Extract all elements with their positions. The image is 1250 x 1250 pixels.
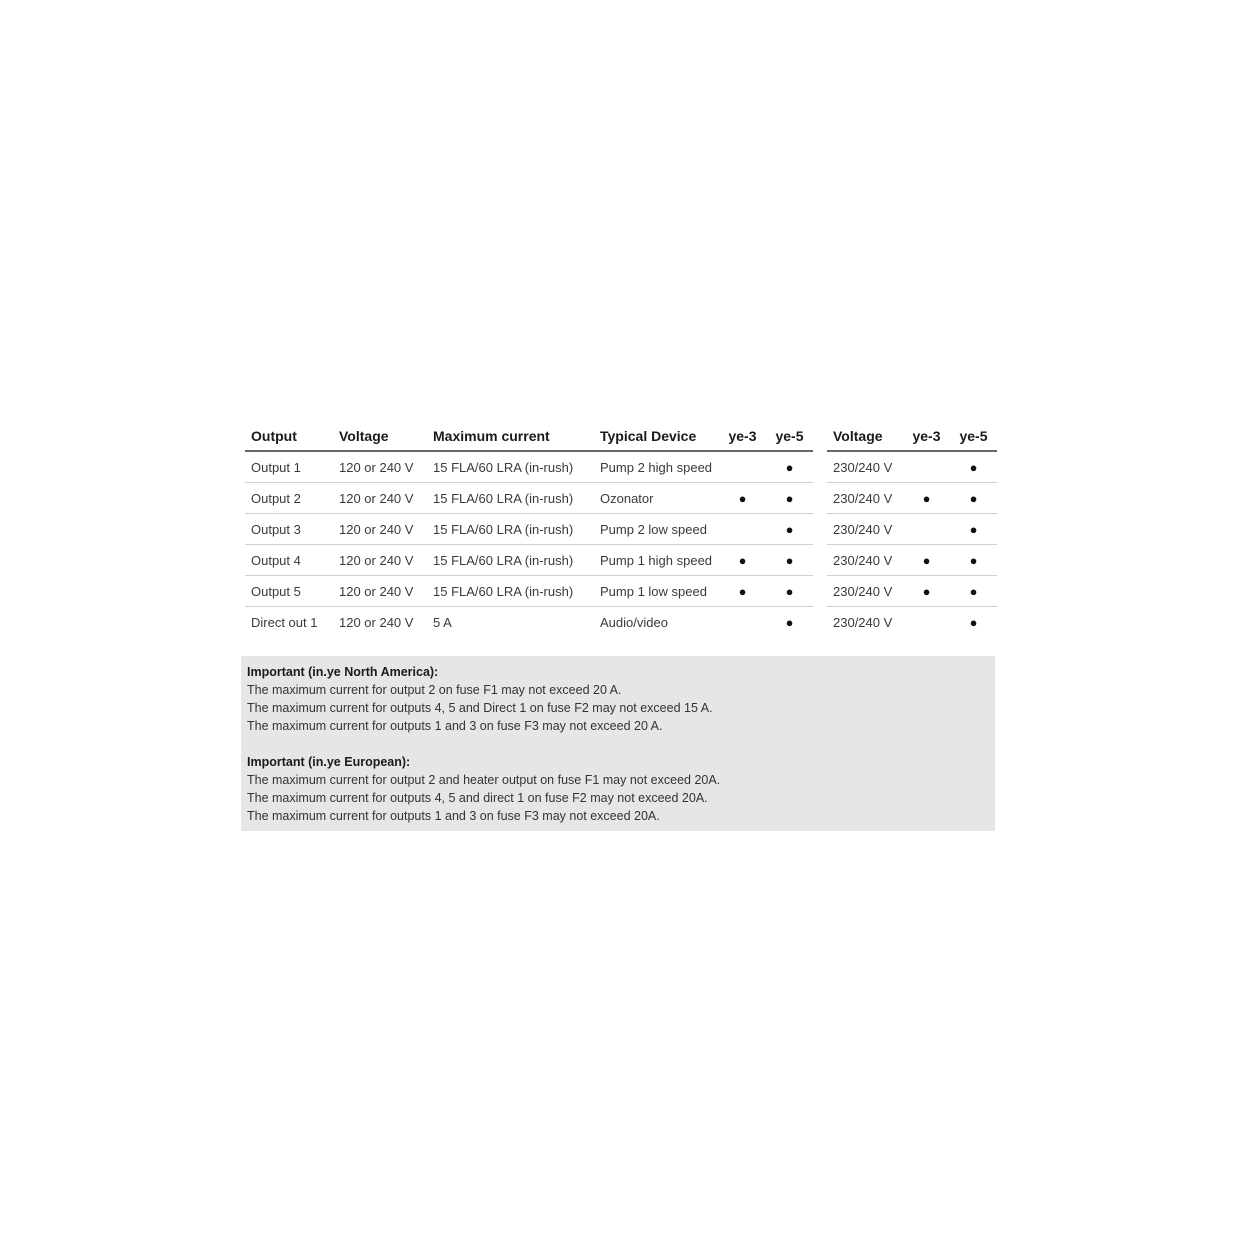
cell-voltage: 120 or 240 V: [333, 483, 427, 514]
cell-ye5: ●: [950, 576, 997, 607]
cell-output: Output 1: [245, 451, 333, 483]
table-row: [827, 483, 997, 514]
cell-ye3: [719, 514, 766, 545]
table-header-row: [245, 422, 813, 451]
cell-ye3: ●: [719, 545, 766, 576]
cell-output: Direct out 1: [251, 614, 318, 630]
european-note: [247, 753, 989, 825]
table-row: [827, 514, 997, 545]
cell-ye5: ●: [766, 483, 813, 514]
cell-current: 15 FLA/60 LRA (in-rush): [427, 514, 594, 545]
cell-voltage: 230/240 V: [827, 514, 903, 545]
header-ye5: ye-5: [766, 422, 813, 451]
note-line: The maximum current for outputs 4, 5 and direct 1 on fuse F2 may not exceed 20A.: [247, 791, 708, 805]
cell-current: 15 FLA/60 LRA (in-rush): [427, 545, 594, 576]
cell-output: Output 3: [245, 514, 333, 545]
cell-device: Ozonator: [594, 483, 719, 514]
cell-ye3: [903, 514, 950, 545]
header-ye3: ye-3: [719, 422, 766, 451]
header-ye3: ye-3: [903, 422, 950, 451]
cell-ye3: [719, 451, 766, 483]
note-line: The maximum current for outputs 4, 5 and Direct 1 on fuse F2 may not exceed 15 A.: [247, 701, 713, 715]
cell-voltage: 120 or 240 V: [333, 451, 427, 483]
table-row: [245, 483, 813, 514]
note-line: The maximum current for output 2 and heater output on fuse F1 may not exceed 20A.: [247, 773, 721, 787]
cell-ye3: ●: [903, 483, 950, 514]
cell-device: Pump 1 high speed: [594, 545, 719, 576]
cell-current: 15 FLA/60 LRA (in-rush): [427, 483, 594, 514]
header-voltage: Voltage: [827, 422, 903, 451]
cell-ye5: ●: [766, 514, 813, 545]
cell-ye3: ●: [903, 545, 950, 576]
cell-device: Audio/video: [600, 614, 668, 630]
cell-voltage: 120 or 240 V: [333, 514, 427, 545]
cell-device: Pump 1 low speed: [594, 576, 719, 607]
cell-ye3: [903, 451, 950, 483]
cell-current: 15 FLA/60 LRA (in-rush): [427, 451, 594, 483]
header-output: Output: [245, 422, 333, 451]
cell-ye5: ●: [950, 451, 997, 483]
table-row: [245, 576, 813, 607]
cell-device: Pump 2 high speed: [594, 451, 719, 483]
table-header-row: [827, 422, 997, 451]
cell-voltage: 230/240 V: [827, 545, 903, 576]
cell-ye3: [719, 607, 766, 638]
header-maximum-current: Maximum current: [427, 422, 594, 451]
cell-ye3: ●: [719, 576, 766, 607]
cell-ye5: ●: [950, 483, 997, 514]
cell-ye5: ●: [766, 545, 813, 576]
table-row: [245, 451, 813, 483]
table-row: [827, 607, 997, 638]
european-output-table: [827, 422, 997, 637]
cell-voltage: 230/240 V: [827, 483, 903, 514]
note-line: The maximum current for outputs 1 and 3 on fuse F3 may not exceed 20 A.: [247, 719, 663, 733]
north-america-note: [247, 663, 989, 735]
cell-ye5: ●: [785, 614, 794, 630]
note-line: The maximum current for output 2 on fuse F1 may not exceed 20 A.: [247, 683, 622, 697]
header-voltage: Voltage: [333, 422, 427, 451]
cell-voltage: 120 or 240 V: [333, 576, 427, 607]
cell-voltage: 120 or 240 V: [333, 545, 427, 576]
note-title: Important (in.ye European):: [247, 755, 411, 769]
header-typical-device: Typical Device: [594, 422, 719, 451]
note-title: Important (in.ye North America):: [247, 665, 439, 679]
cell-ye5: ●: [766, 451, 813, 483]
north-america-output-table: [245, 422, 813, 637]
cell-output: Output 5: [245, 576, 333, 607]
cell-voltage: 230/240 V: [833, 614, 893, 630]
table-row: [827, 545, 997, 576]
cell-voltage: 120 or 240 V: [339, 614, 414, 630]
cell-current: 15 FLA/60 LRA (in-rush): [427, 576, 594, 607]
note-line: The maximum current for outputs 1 and 3 on fuse F3 may not exceed 20A.: [247, 809, 660, 823]
table-row: [245, 514, 813, 545]
cell-ye3: ●: [903, 576, 950, 607]
table-row: [827, 576, 997, 607]
cell-ye5: ●: [766, 576, 813, 607]
cell-ye5: ●: [950, 514, 997, 545]
cell-ye5: ●: [950, 545, 997, 576]
cell-voltage: 230/240 V: [827, 451, 903, 483]
cell-current: 5 A: [433, 614, 452, 630]
cell-device: Pump 2 low speed: [594, 514, 719, 545]
cell-output: Output 2: [245, 483, 333, 514]
table-row: [827, 451, 997, 483]
cell-voltage: 230/240 V: [827, 576, 903, 607]
cell-ye5: ●: [969, 614, 978, 630]
cell-output: Output 4: [245, 545, 333, 576]
header-ye5: ye-5: [950, 422, 997, 451]
table-row: [245, 545, 813, 576]
important-notes-box: [241, 656, 995, 831]
table-row: [245, 607, 813, 638]
cell-ye3: [903, 607, 950, 638]
cell-ye3: ●: [719, 483, 766, 514]
